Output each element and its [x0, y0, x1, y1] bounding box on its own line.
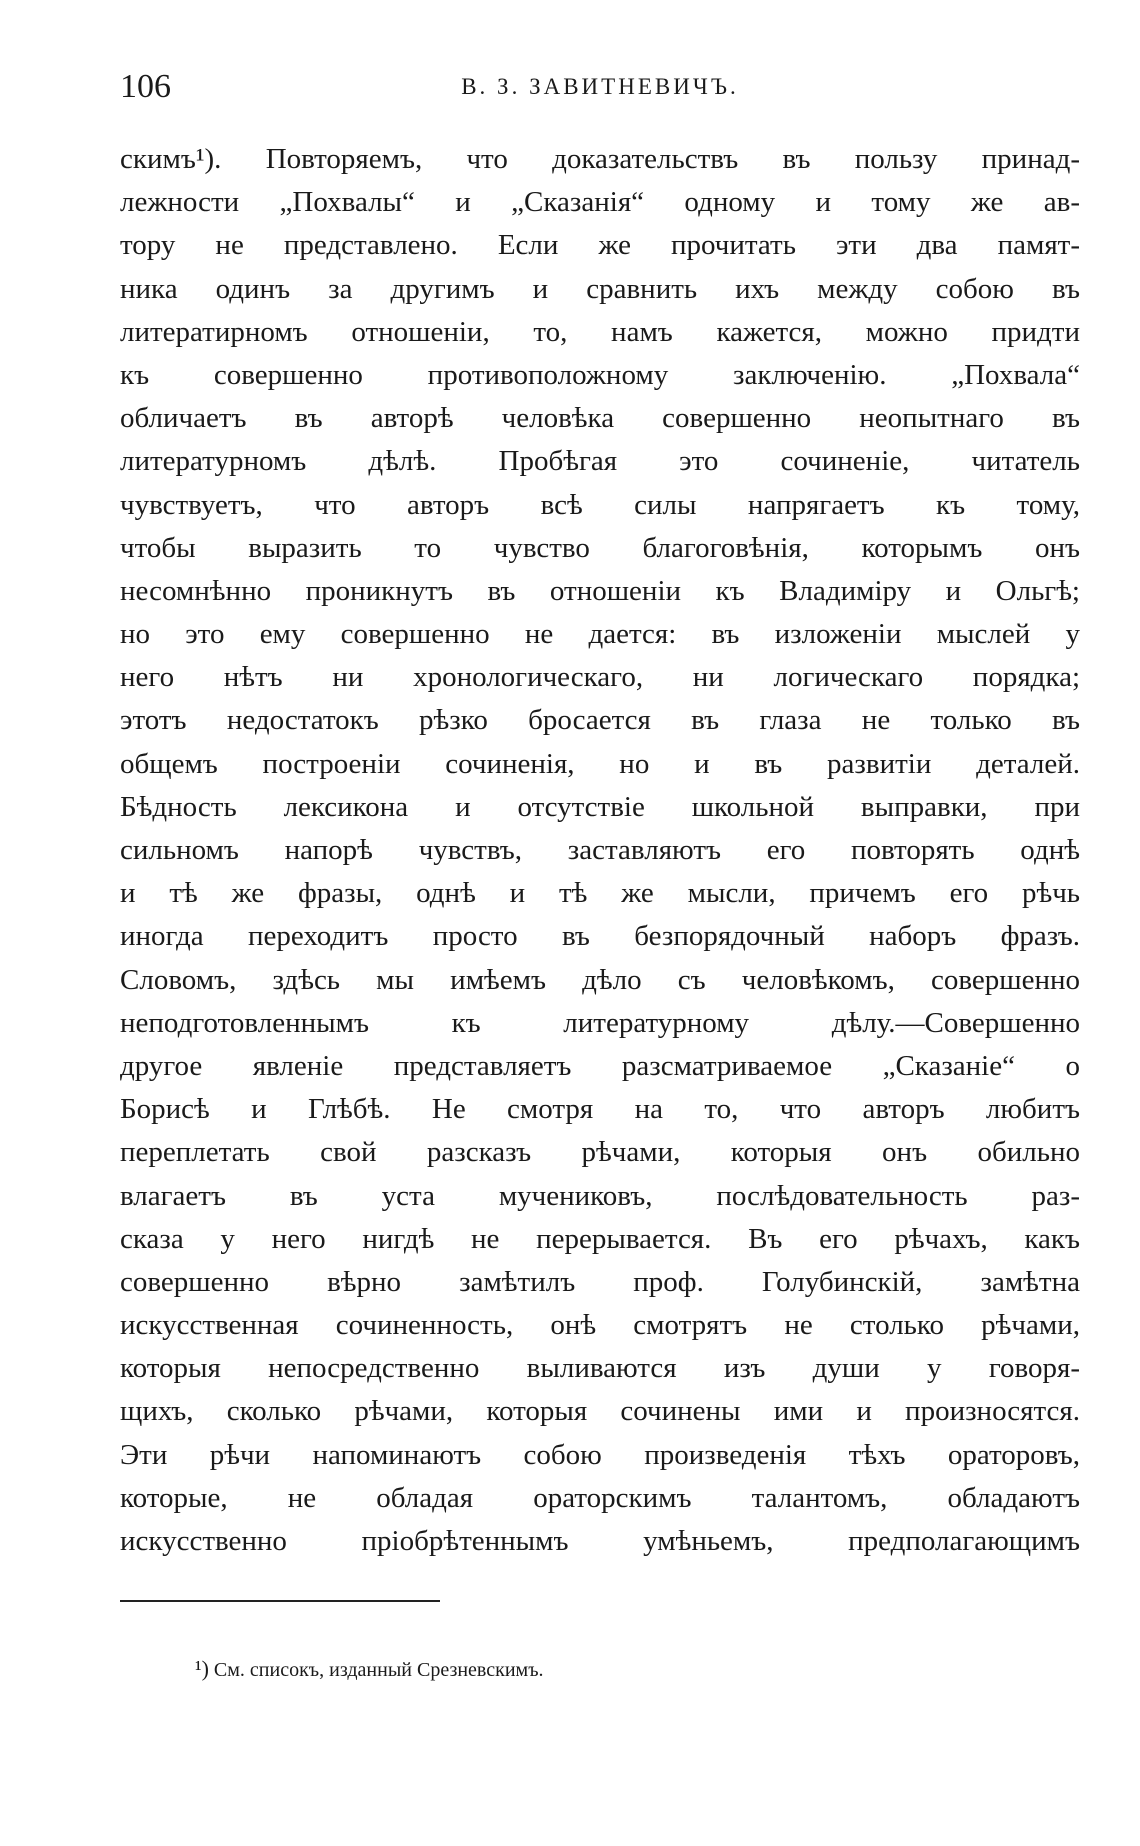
footnote-marker: ¹): [195, 1656, 209, 1681]
text-line: тору не представлено. Если же прочитать эти два памят-: [120, 229, 1080, 262]
text-line: лежности „Похвалы“ и „Сказанія“ одному и тому же ав-: [120, 186, 1080, 219]
text-line: литератирномъ отношеніи, то, намъ кажется, можно придти: [120, 315, 1080, 348]
footnote: [195, 1655, 544, 1684]
text-line: общемъ построеніи сочиненія, но и въ развитіи деталей.: [120, 747, 1080, 780]
text-line: Словомъ, здѣсь мы имѣемъ дѣло съ человѣкомъ, совершенно: [120, 963, 1080, 996]
text-line: которыя непосредственно выливаются изъ души у говоря-: [120, 1352, 1080, 1385]
footnote-divider: [120, 1600, 440, 1602]
running-head: В. З. ЗАВИТНЕВИЧЪ.: [461, 74, 739, 99]
body-text: [120, 138, 1080, 1563]
text-line: Бѣдность лексикона и отсутствіе школьной выправки, при: [120, 790, 1080, 823]
text-line: къ совершенно противоположному заключенію. „Похвала“: [120, 358, 1080, 391]
text-line: Эти рѣчи напоминаютъ собою произведенія тѣхъ ораторовъ,: [120, 1438, 1080, 1471]
text-line: литературномъ дѣлѣ. Пробѣгая это сочиненіе, читатель: [120, 445, 1080, 478]
page-number: 106: [120, 68, 171, 105]
text-line: влагаетъ въ уста мучениковъ, послѣдовательность раз-: [120, 1179, 1080, 1212]
text-line: иногда переходитъ просто въ безпорядочный наборъ фразъ.: [120, 920, 1080, 953]
text-line: которые, не обладая ораторскимъ талантомъ, обладаютъ: [120, 1481, 1080, 1514]
text-line: искусственная сочиненность, онѣ смотрятъ не столько рѣчами,: [120, 1309, 1080, 1342]
text-line: него нѣтъ ни хронологическаго, ни логическаго порядка;: [120, 661, 1080, 694]
text-line: чтобы выразить то чувство благоговѣнія, которымъ онъ: [120, 531, 1080, 564]
text-line: переплетать свой разсказъ рѣчами, которыя онъ обильно: [120, 1136, 1080, 1169]
text-line: чувствуетъ, что авторъ всѣ силы напрягаетъ къ тому,: [120, 488, 1080, 521]
text-line: ника одинъ за другимъ и сравнить ихъ между собою въ: [120, 272, 1080, 305]
text-line: сильномъ напорѣ чувствъ, заставляютъ его повторять однѣ: [120, 834, 1080, 866]
text-line: обличаетъ въ авторѣ человѣка совершенно неопытнаго въ: [120, 402, 1080, 435]
text-line: скимъ¹). Повторяемъ, что доказательствъ въ пользу принад-: [120, 143, 1080, 175]
text-line: но это ему совершенно не дается: въ изложеніи мыслей у: [120, 618, 1080, 651]
text-line: этотъ недостатокъ рѣзко бросается въ глаза не только въ: [120, 704, 1080, 737]
text-line: сказа у него нигдѣ не перерывается. Въ его рѣчахъ, какъ: [120, 1222, 1080, 1255]
text-line: другое явленіе представляетъ разсматриваемое „Сказаніе“ о: [120, 1049, 1080, 1082]
text-line: Борисѣ и Глѣбѣ. Не смотря на то, что авторъ любитъ: [120, 1093, 1080, 1126]
text-line: искусственно пріобрѣтеннымъ умѣньемъ, предполагающимъ: [120, 1525, 1080, 1557]
text-line: и тѣ же фразы, однѣ и тѣ же мысли, причемъ его рѣчь: [120, 877, 1080, 910]
text-line: щихъ, сколько рѣчами, которыя сочинены ими и произносятся.: [120, 1395, 1080, 1428]
text-line: несомнѣнно проникнутъ въ отношеніи къ Владиміру и Ольгѣ;: [120, 574, 1080, 607]
page-header: [120, 62, 1080, 112]
text-line: совершенно вѣрно замѣтилъ проф. Голубинскій, замѣтна: [120, 1265, 1080, 1298]
footnote-text: См. списокъ, изданный Срезневскимъ.: [213, 1659, 544, 1681]
text-line: неподготовленнымъ къ литературному дѣлу.—Совершенно: [120, 1006, 1080, 1039]
